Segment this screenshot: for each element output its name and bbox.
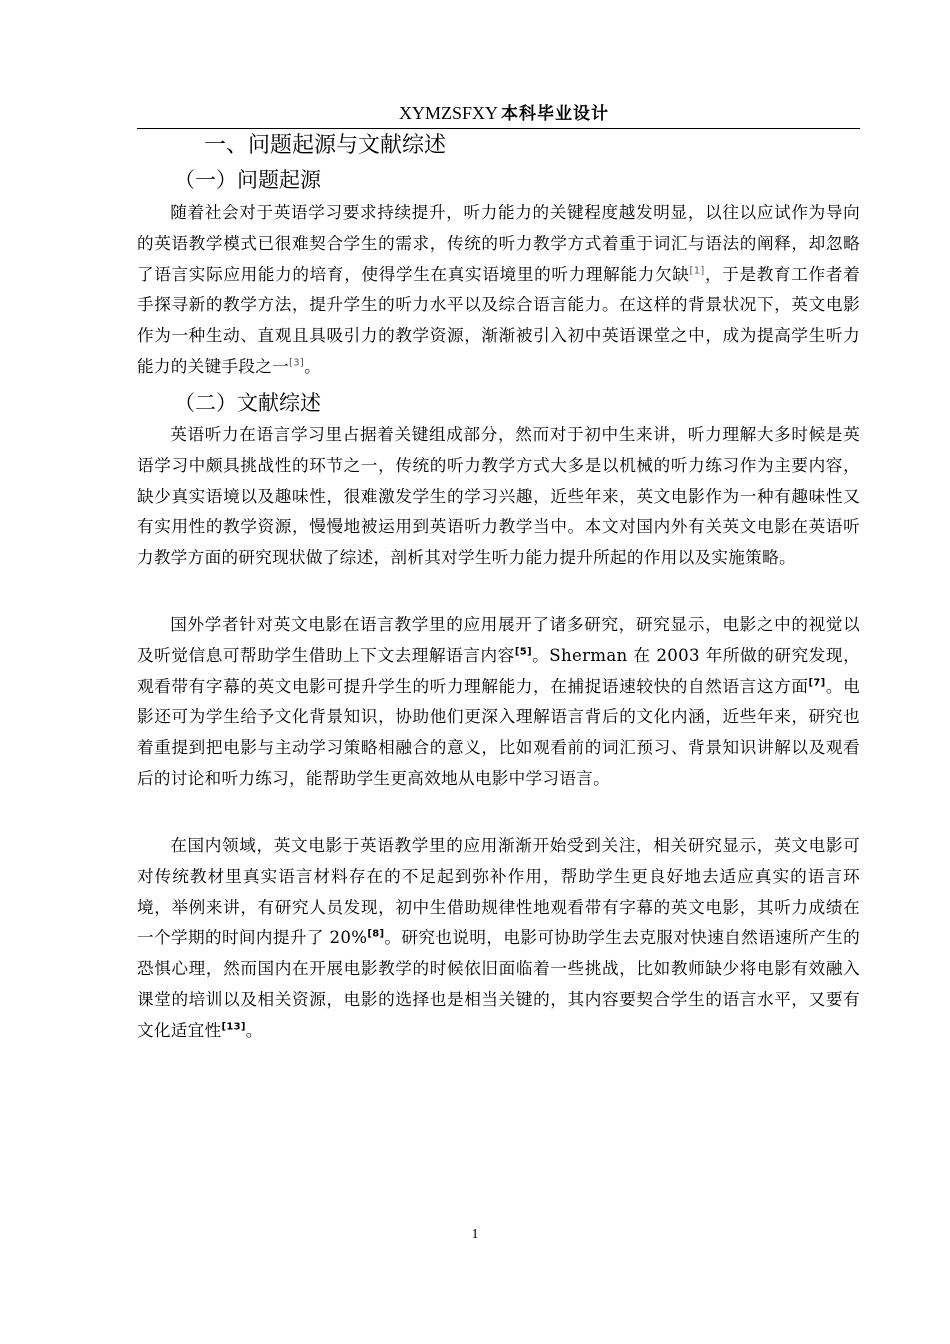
- paragraph-review-intro: 英语听力在语言学习里占据着关键组成部分，然而对于初中生来讲，听力理解大多时候是英语学习中颇具挑战性的环节之一，传统的听力教学方式大多是以机械的听力练习作为主要内容，缺少真实语境以及趣味性，很难激发学生的学习兴趣，近些年来，英文电影作为一种有趣味性又有实用性的教学资源，慢慢地被运用到英语听力教学当中。本文对国内外有关英文电影在英语听力教学方面的研究现状做了综述，剖析其对学生听力能力提升所起的作用以及实施策略。: [137, 425, 860, 568]
- paragraph-text: 。: [304, 356, 322, 376]
- paragraph-text: 随着社会对于英语学习要求持续提升，听力能力的关键程度越发明显，以往以应试作为导向的英语教学模式已很难契合学生的需求，传统的听力教学方式着重于词汇与语法的阐释，却忽略了语言实际应用能力的培育，使得学生在真实语境里的听力理解能力欠缺: [137, 203, 860, 284]
- citation: [3]: [289, 357, 305, 369]
- header-text: [399, 102, 609, 125]
- header-code: XYMZSFXY: [399, 103, 499, 123]
- paragraph-text: 。: [245, 1020, 263, 1040]
- citation: [1]: [689, 265, 705, 277]
- paragraph-text: 。研究也说明，电影可协助学生去克服对快速自然语速所产生的恐惧心理，然而国内在开展电影教学的时候依旧面临着一些挑战，比如教师缺少将电影有效融入课堂的培训以及相关资源，电影的选择也是相当关键的，其内容要契合学生的语言水平，又要有文化适宜性: [137, 928, 860, 1040]
- citation: [13]: [221, 1021, 246, 1033]
- page-number: 1: [471, 1227, 479, 1242]
- paragraph-origin: [137, 198, 860, 383]
- subsection-heading-origin: （一）问题起源: [174, 168, 321, 192]
- paragraph-foreign-research: [137, 610, 860, 795]
- citation: [7]: [808, 677, 826, 689]
- subsection-heading-review: （二）文献综述: [174, 391, 321, 415]
- paragraph-text: 。电影还可为学生给予文化背景知识，协助他们更深入理解语言背后的文化内涵，近些年来，研究也着重提到把电影与主动学习策略相融合的意义，比如观看前的词汇预习、背景知识讲解以及观看后的讨论和听力练习，能帮助学生更高效地从电影中学习语言。: [137, 676, 860, 788]
- paragraph-text: 国外学者针对英文电影在语言教学里的应用展开了诸多研究，研究显示，电影之中的视觉以及听觉信息可帮助学生借助上下文去理解语言内容: [137, 615, 860, 665]
- paragraph-text: ，于是教育工作者着手探寻新的教学方法，提升学生的听力水平以及综合语言能力。在这样的背景状况下，英文电影作为一种生动、直观且具吸引力的教学资源，渐渐被引入初中英语课堂之中，成为提高学生听力能力的关键手段之一: [137, 264, 860, 376]
- citation: [8]: [367, 928, 385, 940]
- paragraph-domestic-research: [137, 831, 860, 1047]
- header-title: 本科毕业设计: [501, 104, 610, 124]
- paragraph-text: 在国内领域，英文电影于英语教学里的应用渐渐开始受到关注，相关研究显示，英文电影可对传统教材里真实语言材料存在的不足起到弥补作用，帮助学生更良好地去适应真实的语言环境，举例来讲，有研究人员发现，初中生借助规律性地观看带有字幕的英文电影，其听力成绩在一个学期的时间内提升了 20%: [137, 836, 860, 948]
- page-header: [137, 100, 860, 129]
- section-heading: 一、问题起源与文献综述: [204, 133, 447, 158]
- paragraph-text: 。Sherman 在 2003 年所做的研究发现，观看带有字幕的英文电影可提升学生的听力理解能力，在捕捉语速较快的自然语言这方面: [137, 645, 860, 696]
- citation: [5]: [514, 646, 532, 658]
